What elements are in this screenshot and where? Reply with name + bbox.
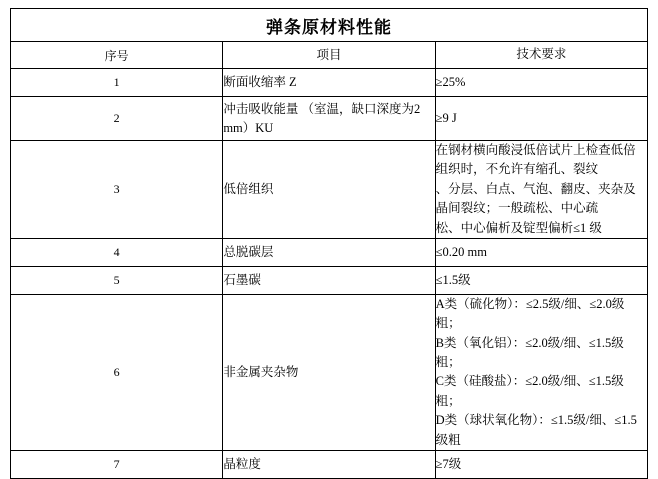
- requirement-line: B类（氧化铝）：≤2.0级/细、≤1.5级粗；: [435, 335, 624, 369]
- item-line: 冲击吸收能量: [223, 101, 299, 116]
- table-title-row: [11, 9, 648, 42]
- row-requirement: [435, 294, 647, 450]
- row-number: 6: [11, 294, 223, 450]
- row-number: 4: [11, 238, 223, 266]
- row-requirement: [435, 266, 647, 294]
- row-item: 低倍组织: [223, 141, 435, 239]
- requirement-line: 松、中心偏析及锭型偏析≤1 级: [435, 220, 602, 235]
- row-item: [223, 97, 435, 141]
- row-requirement: [435, 238, 647, 266]
- row-number: 7: [11, 450, 223, 478]
- requirement-line: A类（硫化物）：≤2.5级/细、≤2.0级粗；: [435, 296, 625, 331]
- row-number: 5: [11, 266, 223, 294]
- page-title: 弹条原材料性能: [11, 9, 648, 42]
- row-item: 非金属夹杂物: [223, 294, 435, 450]
- spec-table: [10, 8, 648, 479]
- requirement-line: ≥25%: [435, 74, 466, 89]
- table-row: [11, 141, 648, 239]
- table-row: [11, 266, 648, 294]
- row-number: 2: [11, 97, 223, 141]
- requirement-line: ≥7级: [435, 456, 462, 471]
- requirement-line: 、分层、白点、气泡、翻皮、夹杂及晶间裂纹；一般疏松、中心疏: [435, 181, 636, 216]
- requirement-line: 在钢材横向酸浸低倍试片上检查低倍组织时，不允许有缩孔、裂纹: [435, 143, 636, 177]
- requirement-line: ≤0.20 mm: [435, 244, 487, 259]
- table-row: [11, 69, 648, 97]
- requirement-line: D类（球状氧化物）：≤1.5级/细、≤1.5级粗: [435, 413, 637, 447]
- row-item: 石墨碳: [223, 266, 435, 294]
- table-header-row: [11, 42, 648, 69]
- table-row: [11, 294, 648, 450]
- row-requirement: [435, 450, 647, 478]
- row-requirement: [435, 97, 647, 141]
- row-number: 1: [11, 69, 223, 97]
- column-header-no: 序号: [11, 42, 223, 69]
- row-item: 断面收缩率 Z: [223, 69, 435, 97]
- item-line: （室温，缺口深度为2 mm）KU: [223, 101, 421, 135]
- requirement-line: ≥9 J: [435, 110, 457, 125]
- table-row: [11, 97, 648, 141]
- table-row: [11, 450, 648, 478]
- row-item: 晶粒度: [223, 450, 435, 478]
- row-number: 3: [11, 141, 223, 239]
- row-requirement: [435, 69, 647, 97]
- column-header-item: 项目: [223, 42, 435, 69]
- table-row: [11, 238, 648, 266]
- row-requirement: [435, 141, 647, 239]
- column-header-requirement: 技术要求: [435, 42, 647, 69]
- requirement-line: ≤1.5级: [435, 272, 471, 287]
- requirement-line: C类（硅酸盐）：≤2.0级/细、≤1.5级粗；: [435, 374, 624, 408]
- row-item: 总脱碳层: [223, 238, 435, 266]
